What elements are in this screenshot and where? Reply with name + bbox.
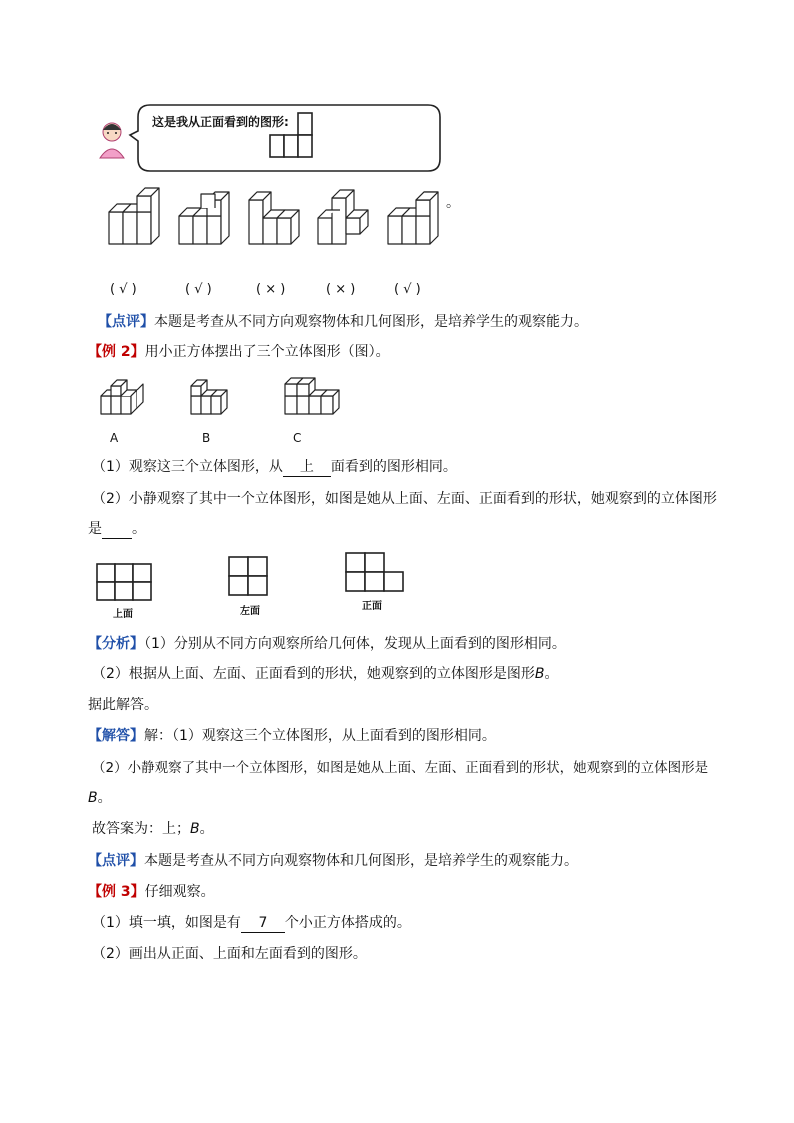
example-3-q1-blank: 7 (241, 914, 285, 933)
example-2-q2-line1: （2）小静观察了其中一个立体图形，如图是她从上面、左面、正面看到的形状，她观察到的立体图形 (92, 491, 717, 507)
example-2-q2-line2 (88, 520, 146, 539)
left-view-label: 左面 (240, 606, 260, 617)
review-2-text: 本题是考查从不同方向观察物体和几何图形，是培养学生的观察能力。 (144, 853, 578, 869)
answer-mark-2: ( √ ) (185, 282, 212, 297)
example-2-text: 用小正方体摆出了三个立体图形（图）。 (144, 344, 390, 360)
girl-illustration (92, 118, 132, 160)
example-2-heading (88, 343, 390, 361)
review-1-text: 本题是考查从不同方向观察物体和几何图形，是培养学生的观察能力。 (154, 314, 588, 330)
left-view-grid (228, 556, 270, 598)
solution-line-2: （2）小静观察了其中一个立体图形，如图是她从上面、左面、正面看到的形状，她观察到的立体图形是 (92, 760, 709, 776)
cube-figure-3 (247, 186, 307, 248)
analysis-line-1-text: （1）分别从不同方向观察所给几何体，发现从上面看到的图形相同。 (144, 636, 566, 652)
analysis-line-1 (88, 635, 566, 653)
review-1-tag: 【点评】 (98, 314, 154, 330)
example-3-q1-pre: （1）填一填，如图是有 (92, 915, 241, 931)
top-view-label: 上面 (113, 609, 133, 620)
solution-answer (92, 820, 214, 838)
example-3-text: 仔细观察。 (144, 884, 215, 900)
example-3-tag: 【例 3】 (88, 884, 145, 900)
example-2-q1-blank: 上 (283, 458, 331, 477)
cube-figure-2 (177, 188, 241, 248)
solution-line-3-var: B (88, 790, 98, 806)
example-2-q1-post: 面看到的图形相同。 (330, 459, 457, 475)
example-3-heading (88, 883, 215, 901)
example-3-q2: （2）画出从正面、上面和左面看到的图形。 (92, 946, 367, 962)
example-2-q2-line2-pre: 是 (88, 521, 102, 537)
solid-c-label: C (293, 431, 302, 445)
answer-mark-5: ( √ ) (394, 282, 421, 297)
cube-figure-1 (107, 188, 167, 248)
solid-c-figure (283, 376, 341, 416)
answer-mark-4: ( × ) (326, 282, 356, 297)
cube-figure-4 (316, 184, 376, 248)
example-3-q1-post: 个小正方体搭成的。 (284, 915, 411, 931)
answer-mark-1: ( √ ) (110, 282, 137, 297)
top-view-grid (96, 563, 156, 603)
speech-text: 这是我从正面看到的图形: (152, 115, 289, 129)
solution-line-3-post: 。 (97, 790, 112, 806)
solid-a-figure (99, 378, 149, 418)
analysis-line-2-pre: （2）根据从上面、左面、正面看到的形状，她观察到的立体图形是图形 (92, 666, 535, 682)
review-1 (98, 313, 588, 331)
analysis-line-2 (92, 665, 559, 683)
solid-a-label: A (110, 431, 119, 445)
review-2-tag: 【点评】 (88, 853, 144, 869)
solution-tag: 【解答】 (88, 728, 144, 744)
solution-line-3 (88, 789, 112, 807)
analysis-line-2-var: B (534, 666, 545, 682)
example-2-q2-blank (102, 520, 132, 539)
solid-b-label: B (202, 431, 211, 445)
example-2-q1-pre: （1）观察这三个立体图形，从 (92, 459, 283, 475)
solution-answer-var: B (190, 821, 200, 837)
example-2-q2-line2-post: 。 (132, 521, 146, 537)
solution-answer-pre: 故答案为：上； (92, 821, 190, 837)
solid-b-figure (189, 378, 239, 418)
example-2-q1 (92, 458, 457, 477)
cube-figure-5 (386, 186, 446, 248)
solution-line-1 (88, 727, 496, 745)
front-view-figure (270, 112, 314, 158)
analysis-line-2-post: 。 (544, 666, 559, 682)
answer-mark-3: ( × ) (256, 282, 286, 297)
front-view-label: 正面 (362, 601, 382, 612)
analysis-line-3: 据此解答。 (88, 697, 158, 713)
solution-line-1-text: 解：（1）观察这三个立体图形，从上面看到的图形相同。 (144, 728, 496, 744)
analysis-tag: 【分析】 (88, 636, 144, 652)
solution-answer-post: 。 (199, 821, 214, 837)
front-view-grid (345, 552, 407, 594)
review-2 (88, 852, 578, 870)
example-3-q1 (92, 914, 411, 933)
trailing-mark: 。 (446, 195, 460, 211)
example-2-tag: 【例 2】 (88, 344, 145, 360)
